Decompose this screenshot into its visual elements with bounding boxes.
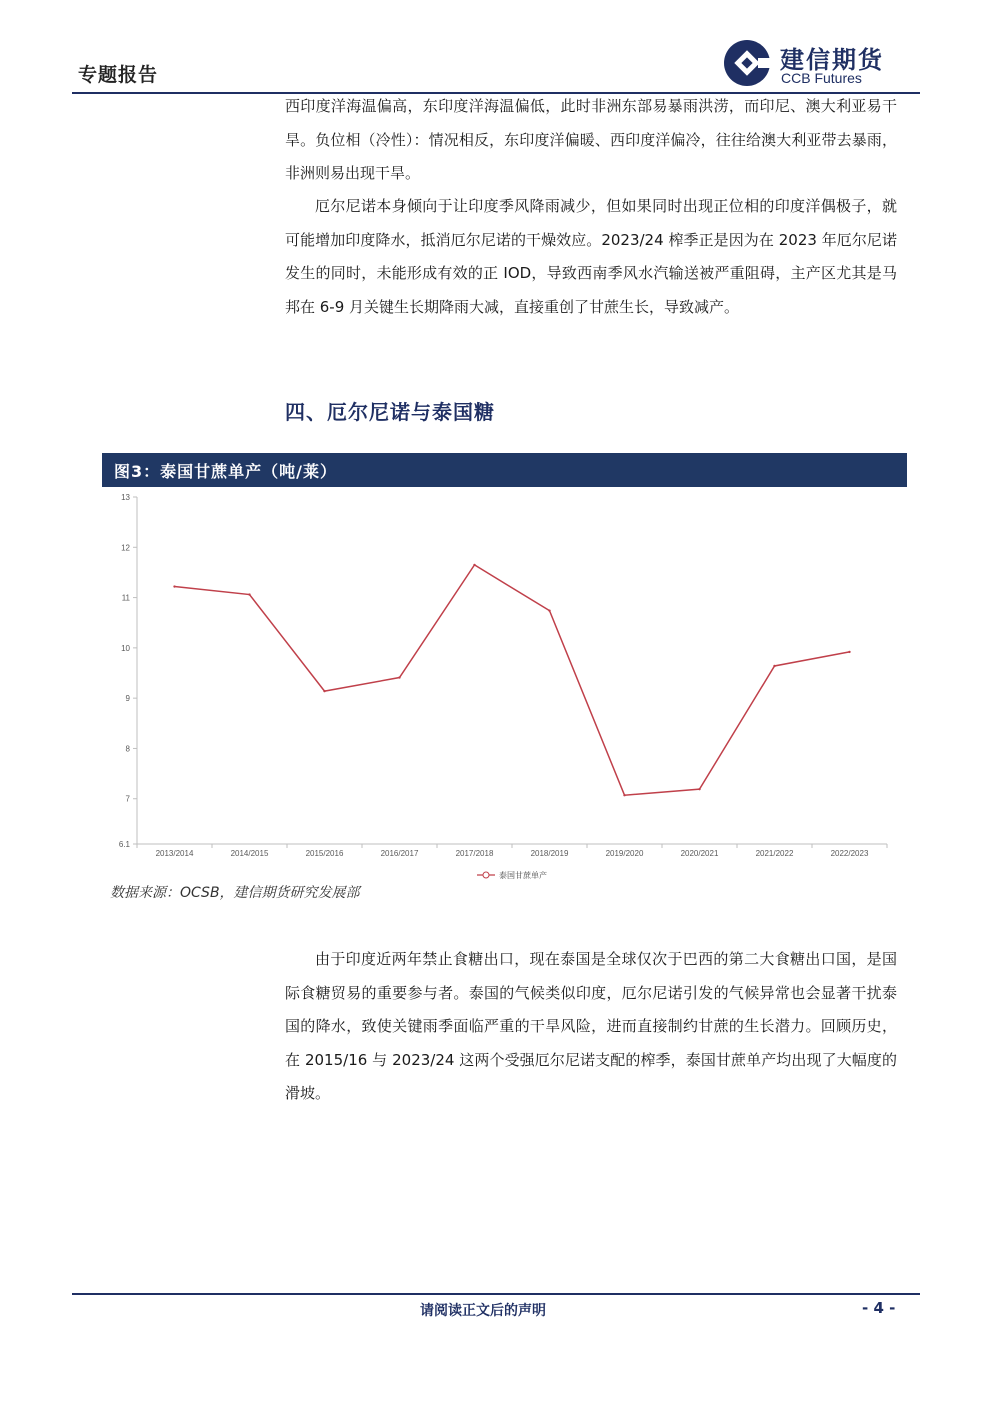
logo-english-name: CCB Futures	[781, 70, 862, 86]
x-tick-label: 2014/2015	[230, 849, 269, 858]
y-tick-label: 9	[125, 694, 130, 704]
data-point	[173, 585, 175, 587]
figure-title-bar	[102, 453, 907, 487]
logo-chinese-name: 建信期货	[780, 46, 884, 74]
figure-title: 图3：泰国甘蔗单产（吨/莱）	[114, 462, 337, 481]
yield-line-chart	[102, 487, 907, 882]
report-type-title: 专题报告	[78, 64, 159, 86]
section-heading: 四、厄尔尼诺与泰国糖	[285, 400, 495, 424]
data-point	[398, 676, 400, 678]
y-tick-label: 8	[125, 744, 130, 754]
legend-label: 泰国甘蔗单产	[499, 871, 547, 880]
data-point	[248, 593, 250, 595]
y-tick-label: 11	[121, 593, 130, 603]
x-tick-label: 2019/2020	[605, 849, 644, 858]
data-source-note: 数据来源：OCSB，建信期货研究发展部	[110, 885, 360, 901]
footer-disclaimer-note: 请阅读正文后的声明	[420, 1303, 546, 1319]
paragraph-iod-phases: 西印度洋海温偏高，东印度洋海温偏低，此时非洲东部易暴雨洪涝，而印尼、澳大利亚易干旱。负位相（冷性）：情况相反，东印度洋偏暖、西印度洋偏冷，往往给澳大利亚带去暴雨，非洲则易出现干旱。	[285, 97, 897, 182]
company-logo	[722, 38, 922, 88]
x-tick-label: 2020/2021	[680, 849, 719, 858]
y-tick-label: 13	[121, 493, 130, 502]
chart-series	[173, 564, 850, 797]
x-tick-label: 2021/2022	[755, 849, 794, 858]
data-point	[548, 609, 550, 611]
data-point	[323, 690, 325, 692]
x-tick-label: 2022/2023	[830, 849, 869, 858]
chart-legend	[477, 870, 547, 880]
x-tick-label: 2013/2014	[155, 849, 194, 858]
y-tick-label: 10	[121, 643, 130, 653]
data-point	[698, 788, 700, 790]
series-line	[175, 565, 850, 795]
data-point	[623, 794, 625, 796]
data-point	[473, 564, 475, 566]
page-number: - 4 -	[862, 1299, 896, 1317]
chart-axes	[119, 493, 887, 858]
footer-divider	[72, 1293, 920, 1295]
x-tick-label: 2016/2017	[380, 849, 419, 858]
data-point	[773, 665, 775, 667]
y-tick-label: 6.1	[118, 840, 130, 849]
y-tick-label: 7	[125, 794, 130, 804]
x-tick-label: 2015/2016	[305, 849, 344, 858]
y-tick-label: 12	[121, 543, 130, 553]
data-point	[848, 651, 850, 653]
paragraph-elnino-india: 厄尔尼诺本身倾向于让印度季风降雨减少，但如果同时出现正位相的印度洋偶极子，就可能增加印度降水，抵消厄尔尼诺的干燥效应。2023/24 榨季正是因为在 2023 年厄尔尼诺发生的同时，未能形成有效的正 IOD，导致西南季风水汽输送被严重阻碍，主产区尤其是马邦在 6-9 月关键生长期降雨大减，直接重创了甘蔗生长，导致减产。	[285, 197, 897, 316]
ccb-logo-icon	[722, 38, 772, 88]
legend-marker	[483, 872, 489, 878]
paragraph-thailand-sugar: 由于印度近两年禁止食糖出口，现在泰国是全球仅次于巴西的第二大食糖出口国，是国际食糖贸易的重要参与者。泰国的气候类似印度，厄尔尼诺引发的气候异常也会显著干扰泰国的降水，致使关键雨季面临严重的干旱风险，进而直接制约甘蔗的生长潜力。回顾历史，在 2015/16 与 2023/24 这两个受强厄尔尼诺支配的榨季，泰国甘蔗单产均出现了大幅度的滑坡。	[285, 950, 897, 1102]
x-tick-label: 2018/2019	[530, 849, 569, 858]
x-tick-label: 2017/2018	[455, 849, 494, 858]
